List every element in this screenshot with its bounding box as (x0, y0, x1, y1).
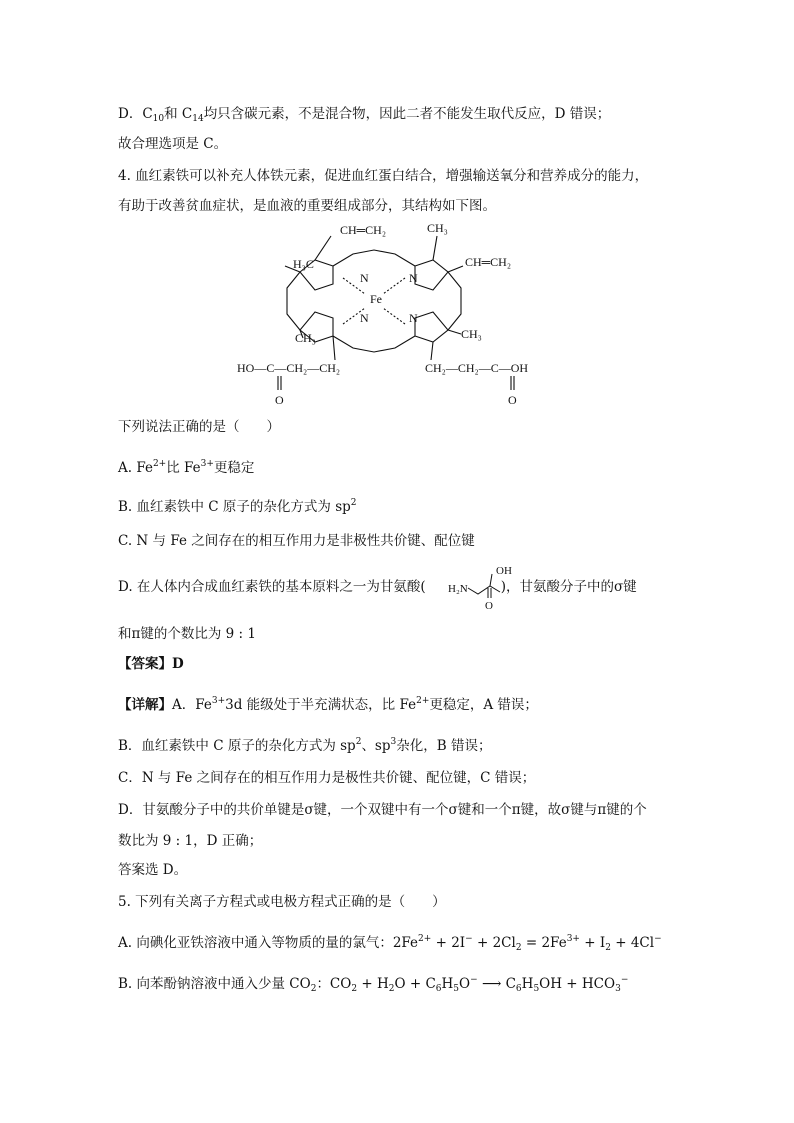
option-c: C. N 与 Fe 之间存在的相互作用力是非极性共价键、配位键 (118, 533, 475, 549)
heme-structure-diagram (225, 214, 545, 406)
answer-choice: 答案选 D。 (118, 862, 188, 878)
question-5-option-b: B. 向苯酚钠溶液中通入少量 $CO_2$：$CO_2 + H_2O + C_6H_5O^-$ ⟶ $C_6H_5OH + HCO_3^-$ (118, 975, 629, 994)
detail-a: 【详解】A．$Fe^{3+}3d$ 能级处于半充满状态，比 $Fe^{2+}$更稳定，A 错误； (118, 696, 538, 713)
top-left-vinyl-label: CH═CH₂ (340, 223, 387, 237)
right-vinyl-label: CH═CH₂ (465, 255, 512, 269)
glycine-oxygen: O (485, 600, 493, 612)
answer-label: 【答案】D (118, 656, 184, 672)
option-d-continued: 和π键的个数比为 9 : 1 (118, 626, 256, 642)
nitrogen-label: N (360, 271, 369, 285)
left-carbonyl-oxygen: O (275, 393, 284, 406)
line-answer-prev: 故合理选项是 C。 (118, 136, 228, 152)
question-4-line1: 4. 血红素铁可以补充人体铁元素，促进血红蛋白结合，增强输送氧分和营养成分的能力， (118, 168, 649, 184)
line-d-prev: D．$C_{10}$和 $C_{14}$均只含碳元素，不是混合物，因此二者不能发生取代反应，D 错误； (118, 106, 611, 124)
option-d: D. 在人体内合成血红素铁的基本原料之一为甘氨酸( )，甘氨酸分子中的σ键 (118, 579, 637, 595)
option-a: A. $Fe^{2+}$比 $Fe^{3+}$更稳定 (118, 459, 255, 476)
option-b: B. 血红素铁中 C 原子的杂化方式为 $sp^2$ (118, 498, 357, 515)
left-propionic-chain: HO—C—CH₂—CH₂ (237, 361, 341, 375)
question-5-option-a: A. 向碘化亚铁溶液中通入等物质的量的氯气：$2Fe^{2+} + 2I^- + 2Cl_2 = 2Fe^{3+} + I_2 + 4Cl^-$ (118, 934, 662, 953)
detail-c: C．N 与 Fe 之间存在的相互作用力是极性共价键、配位键，C 错误； (118, 770, 536, 786)
nitrogen-label: N (360, 311, 369, 325)
question-5: 5. 下列有关离子方程式或电极方程式正确的是（ ） (118, 894, 446, 910)
top-right-methyl-label: CH₃ (427, 221, 448, 235)
iron-label: Fe (370, 292, 382, 306)
right-propionic-chain: CH₂—CH₂—C—OH (425, 361, 529, 375)
left-bottom-methyl-label: CH₃ (295, 331, 316, 345)
right-bottom-methyl-label: CH₃ (461, 327, 482, 341)
question-4-line2: 有助于改善贫血症状，是血液的重要组成部分，其结构如下图。 (118, 198, 496, 214)
question-stem: 下列说法正确的是（ ） (118, 419, 280, 435)
detail-d-line1: D．甘氨酸分子中的共价单键是σ键，一个双键中有一个σ键和一个π键，故σ键与π键的个 (118, 802, 647, 818)
left-methyl-label: H₃C (293, 257, 314, 271)
detail-d-line2: 数比为 9 : 1，D 正确； (118, 833, 263, 849)
glycine-amine: H₂N (448, 583, 468, 595)
nitrogen-label: N (409, 311, 418, 325)
glycine-oh: OH (496, 565, 512, 577)
glycine-structure (448, 562, 523, 612)
detail-b: B．血红素铁中 C 原子的杂化方式为 $sp^2$、$sp^3$杂化，B 错误； (118, 737, 492, 754)
right-carbonyl-oxygen: O (508, 393, 517, 406)
nitrogen-label: N (409, 271, 418, 285)
